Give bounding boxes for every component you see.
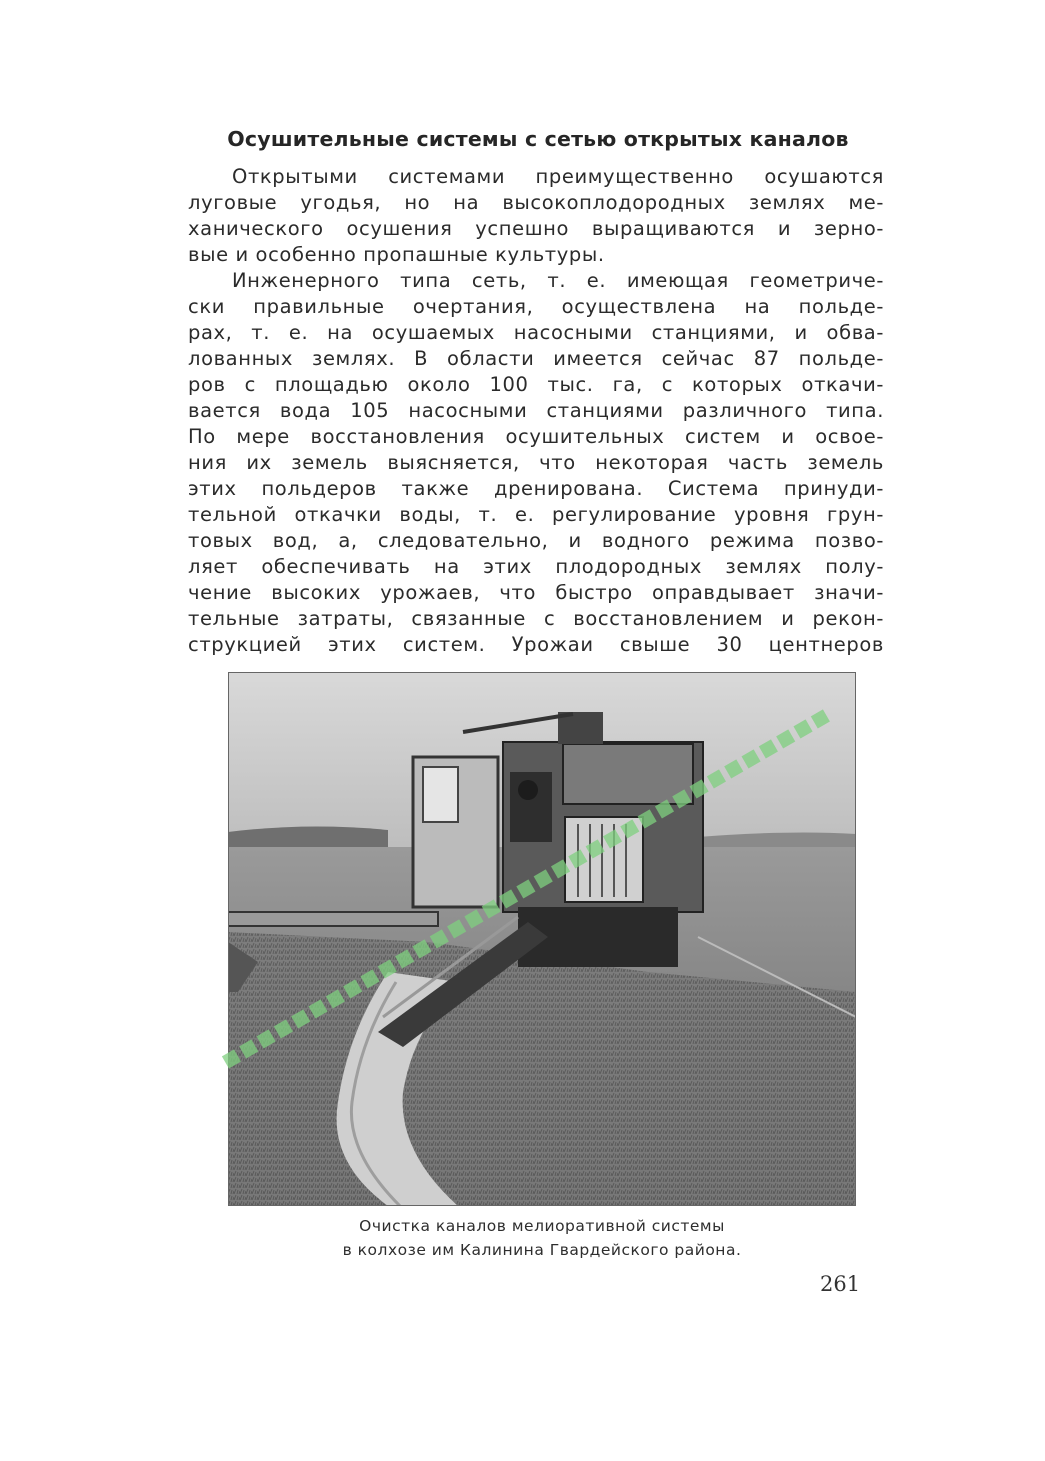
body-text	[188, 164, 884, 658]
text-line: рах, т. е. на осушаемых насосными станциями, и обва-	[188, 321, 884, 344]
text-line: этих польдеров также дренирована. Система принуди-	[188, 477, 884, 500]
page-number: 261	[820, 1272, 861, 1296]
text-line: товых вод, а, следовательно, и водного режима позво-	[188, 529, 884, 552]
text-line: ров с площадью около 100 тыс. га, с которых откачи-	[188, 373, 884, 396]
text-line: ния их земель выясняется, что некоторая часть земель	[188, 451, 884, 474]
text-line: ханического осушения успешно выращиваются и зерно-	[188, 217, 884, 240]
text-line: чение высоких урожаев, что быстро оправдывает значи-	[188, 581, 884, 604]
text-line: Инженерного типа сеть, т. е. имеющая геометриче-	[232, 269, 884, 292]
text-line: ски правильные очертания, осуществлена на польде-	[188, 295, 884, 318]
text-line: струкцией этих систем. Урожаи свыше 30 центнеров	[188, 633, 884, 656]
caption-line: Очистка каналов мелиоративной системы	[359, 1217, 725, 1235]
photo-caption	[228, 1214, 856, 1262]
text-line: тельные затраты, связанные с восстановлением и рекон-	[188, 607, 884, 630]
text-line: ляет обеспечивать на этих плодородных землях полу-	[188, 555, 884, 578]
text-line: вые и особенно пропашные культуры.	[188, 243, 605, 266]
text-line: лованных землях. В области имеется сейчас 87 польде-	[188, 347, 884, 370]
text-line: вается вода 105 насосными станциями различного типа.	[188, 399, 884, 422]
caption-line: в колхозе им Калинина Гвардейского района.	[342, 1241, 742, 1259]
text-line: луговые угодья, но на высокоплодородных землях ме-	[188, 191, 884, 214]
text-line: тельной откачки воды, т. е. регулирование уровня грун-	[188, 503, 884, 526]
photo-canal-cleaning-machine	[228, 672, 856, 1206]
text-line: Открытыми системами преимущественно осушаются	[232, 165, 884, 188]
section-heading: Осушительные системы с сетью открытых каналов	[227, 127, 849, 151]
text-line: По мере восстановления осушительных систем и освое-	[188, 425, 884, 448]
